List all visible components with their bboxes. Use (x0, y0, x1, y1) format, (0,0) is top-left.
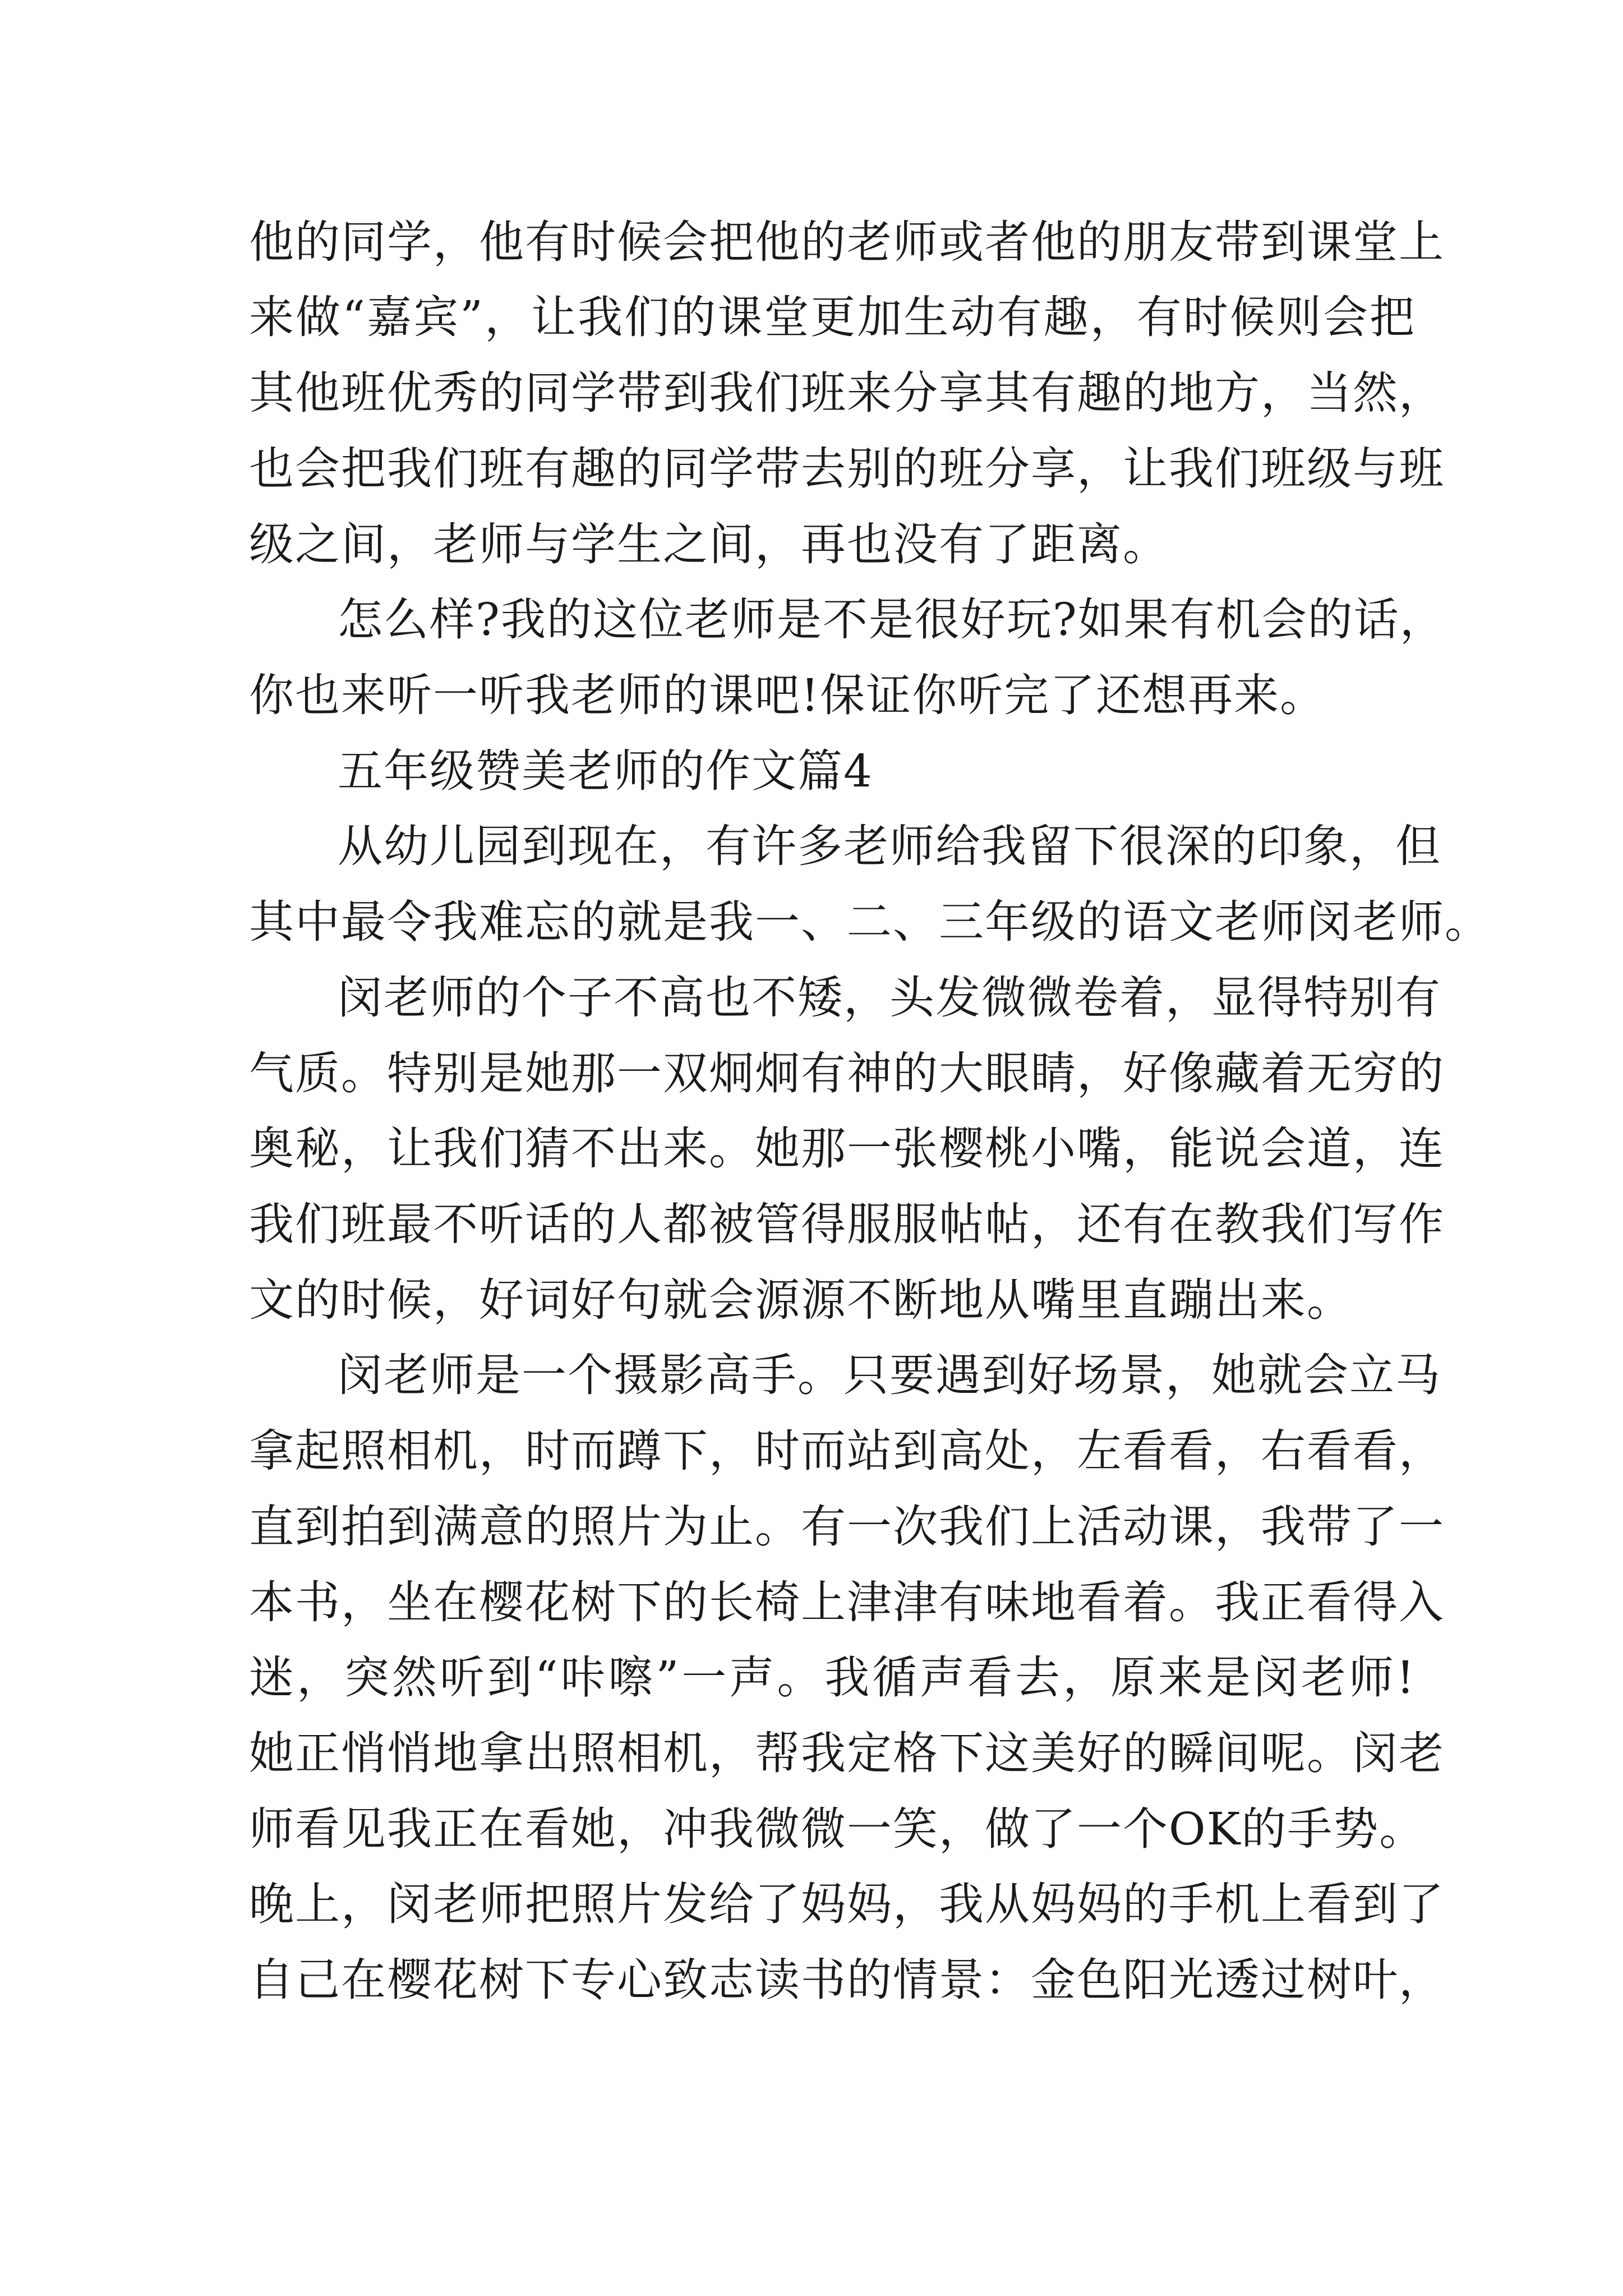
paragraph-line: 其他班优秀的同学带到我们班来分享其有趣的地方，当然， (249, 367, 1445, 419)
paragraph-line: 文的时候，好词好句就会源源不断地从嘴里直蹦出来。 (249, 1274, 1353, 1326)
paragraph-line: 他的同学，他有时候会把他的老师或者他的朋友带到课堂上 (249, 216, 1445, 268)
paragraph-line: 晚上，闵老师把照片发给了妈妈，我从妈妈的手机上看到了 (249, 1878, 1445, 1930)
paragraph-line: 其中最令我难忘的就是我一、二、三年级的语文老师闵老师。 (249, 896, 1491, 948)
paragraph-line: 级之间，老师与学生之间，再也没有了距离。 (249, 518, 1169, 570)
paragraph-line: 气质。特别是她那一双炯炯有神的大眼睛，好像藏着无穷的 (249, 1047, 1445, 1099)
paragraph-line: 她正悄悄地拿出照相机，帮我定格下这美好的瞬间呢。闵老 (249, 1727, 1445, 1779)
paragraph-line: 直到拍到满意的照片为止。有一次我们上活动课，我带了一 (249, 1501, 1445, 1553)
paragraph-line: 你也来听一听我老师的课吧!保证你听完了还想再来。 (249, 669, 1326, 721)
paragraph-line: 本书，坐在樱花树下的长椅上津津有味地看着。我正看得入 (249, 1576, 1445, 1628)
paragraph-line: 自己在樱花树下专心致志读书的情景：金色阳光透过树叶， (249, 1954, 1445, 2006)
paragraph-line: 拿起照相机，时而蹲下，时而站到高处，左看看，右看看， (249, 1425, 1445, 1477)
paragraph-line: 我们班最不听话的人都被管得服服帖帖，还有在教我们写作 (249, 1198, 1445, 1250)
paragraph-line: 怎么样?我的这位老师是不是很好玩?如果有机会的话， (338, 593, 1446, 646)
paragraph-line: 师看见我正在看她，冲我微微一笑，做了一个OK的手势。 (249, 1803, 1426, 1855)
paragraph-line: 来做“嘉宾”，让我们的课堂更加生动有趣，有时候则会把 (249, 291, 1415, 343)
paragraph-line: 闵老师是一个摄影高手。只要遇到好场景，她就会立马 (338, 1349, 1441, 1401)
paragraph-line: 闵老师的个子不高也不矮，头发微微卷着，显得特别有 (338, 972, 1441, 1024)
paragraph-line: 也会把我们班有趣的同学带去别的班分享，让我们班级与班 (249, 443, 1445, 495)
section-heading: 五年级赞美老师的作文篇4 (338, 745, 873, 797)
paragraph-line: 奥秘，让我们猜不出来。她那一张樱桃小嘴，能说会道，连 (249, 1122, 1445, 1175)
paragraph-line: 迷，突然听到“咔嚓”一声。我循声看去，原来是闵老师! (249, 1651, 1415, 1704)
paragraph-line: 从幼儿园到现在，有许多老师给我留下很深的印象，但 (338, 820, 1441, 872)
